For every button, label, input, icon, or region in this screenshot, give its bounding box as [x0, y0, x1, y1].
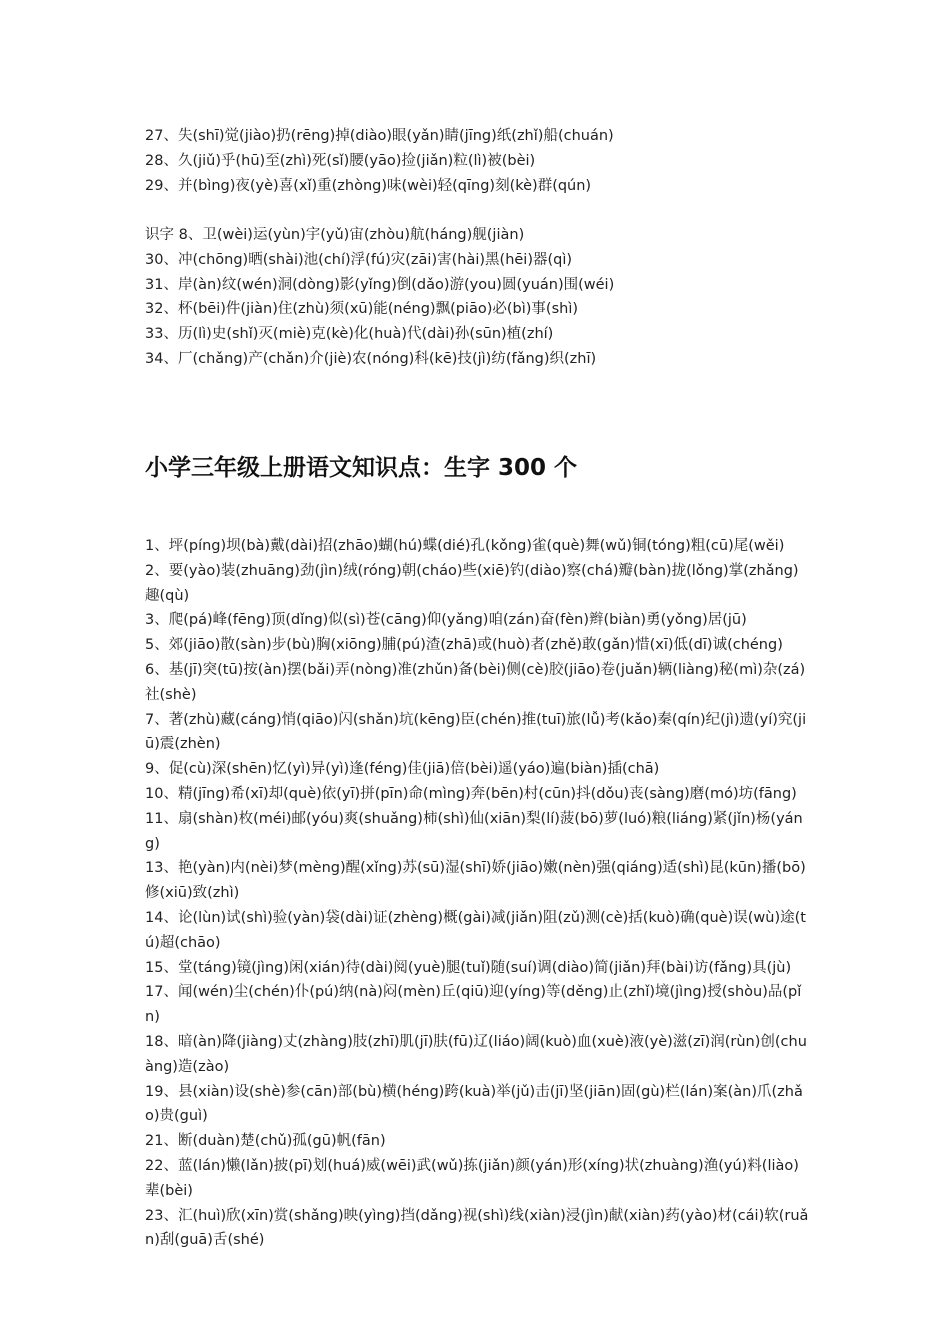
list-item: 17、闻(wén)尘(chén)仆(pú)纳(nà)闷(mèn)丘(qiū)迎(yíng)等(děng)止(zhǐ)境(jìng)授(shòu)品(pǐn)	[145, 984, 802, 1026]
list-item: 14、论(lùn)试(shì)验(yàn)袋(dài)证(zhèng)概(gài)减(jiǎn)阻(zǔ)测(cè)括(kuò)确(què)误(wù)途(tú)超(chāo)	[145, 909, 806, 951]
list-item: 5、郊(jiāo)散(sàn)步(bù)胸(xiōng)脯(pú)渣(zhā)或(huò)者(zhě)敢(gǎn)惜(xī)低(dī)诚(chéng)	[145, 637, 783, 654]
list-item: 2、要(yào)装(zhuāng)劲(jìn)绒(róng)朝(cháo)些(xiē)钓(diào)察(chá)瓣(bàn)拢(lǒng)掌(zhǎng)趣(qù)	[145, 562, 799, 604]
list-item: 33、历(lì)史(shǐ)灭(miè)克(kè)化(huà)代(dài)孙(sūn)植(zhí)	[145, 326, 554, 343]
list-item: 31、岸(àn)纹(wén)洞(dòng)影(yǐng)倒(dǎo)游(you)圆(yuán)围(wéi)	[145, 276, 615, 293]
list-item: 6、基(jī)突(tū)按(àn)摆(bǎi)弄(nòng)准(zhǔn)备(bèi)侧(cè)胶(jiāo)卷(juǎn)辆(liàng)秘(mì)杂(zá)社(shè)	[145, 661, 806, 703]
list-item: 27、失(shī)觉(jiào)扔(rēng)掉(diào)眼(yǎn)睛(jīng)纸(zhǐ)船(chuán)	[145, 128, 614, 144]
list-item: 3、爬(pá)峰(fēng)顶(dǐng)似(sì)苍(cāng)仰(yǎng)咱(zán)奋(fèn)辫(biàn)勇(yǒng)居(jū)	[145, 612, 747, 629]
list-item: 11、扇(shàn)枚(méi)邮(yóu)爽(shuǎng)柿(shì)仙(xiān)梨(lí)菠(bō)萝(luó)粮(liáng)紧(jǐn)杨(yáng)	[145, 810, 803, 852]
list-item: 28、久(jiǔ)乎(hū)至(zhì)死(sǐ)腰(yāo)捡(jiǎn)粒(lì)被(bèi)	[145, 152, 536, 169]
character-list-shizi8	[145, 223, 810, 372]
list-item: 21、断(duàn)楚(chǔ)孤(gū)帆(fān)	[145, 1133, 386, 1150]
list-item: 19、县(xiàn)设(shè)参(cān)部(bù)横(héng)跨(kuà)举(jǔ)击(jī)坚(jiān)固(gù)栏(lán)案(àn)爪(zhǎo)贵(guì)	[145, 1083, 803, 1125]
list-item: 9、促(cù)深(shēn)忆(yì)异(yì)逢(féng)佳(jiā)倍(bèi)遥(yáo)遍(biàn)插(chā)	[145, 761, 660, 778]
list-item: 1、坪(píng)坝(bà)戴(dài)招(zhāo)蝴(hú)蝶(dié)孔(kǒng)雀(què)舞(wǔ)铜(tóng)粗(cū)尾(wěi)	[145, 538, 785, 554]
list-item: 识字 8、卫(wèi)运(yùn)宇(yǔ)宙(zhòu)航(háng)舰(jiàn)	[145, 227, 525, 243]
list-item: 13、艳(yàn)内(nèi)梦(mèng)醒(xǐng)苏(sū)湿(shī)娇(jiāo)嫩(nèn)强(qiáng)适(shì)昆(kūn)播(bō)修(xiū)致(zhì)	[145, 860, 806, 902]
list-item: 29、并(bìng)夜(yè)喜(xǐ)重(zhòng)味(wèi)轻(qīng)刻(kè)群(qún)	[145, 177, 592, 194]
list-item: 18、暗(àn)降(jiàng)丈(zhàng)肢(zhī)肌(jī)肤(fū)辽(liáo)阔(kuò)血(xuè)液(yè)滋(zī)润(rùn)创(chuàng)造(zào)	[145, 1033, 807, 1075]
character-list-top	[145, 124, 810, 198]
character-list-300	[145, 534, 810, 1253]
list-item: 34、厂(chǎng)产(chǎn)介(jiè)农(nóng)科(kē)技(jì)纺(fǎng)织(zhī)	[145, 350, 597, 367]
list-item: 30、冲(chōng)晒(shài)池(chí)浮(fú)灾(zāi)害(hài)黑(hēi)器(qì)	[145, 251, 573, 268]
list-item: 22、蓝(lán)懒(lǎn)披(pī)划(huá)威(wēi)武(wǔ)拣(jiǎn)颜(yán)形(xíng)状(zhuàng)渔(yú)料(liào)辈(bèi)	[145, 1157, 799, 1199]
list-item: 23、汇(huì)欣(xīn)赏(shǎng)映(yìng)挡(dǎng)视(shì)线(xiàn)浸(jìn)献(xiàn)药(yào)材(cái)软(ruǎn)刮(guā)舌(shé)	[145, 1207, 809, 1249]
list-item: 10、精(jīng)希(xī)却(què)依(yī)拼(pīn)命(mìng)奔(bēn)村(cūn)抖(dǒu)丧(sàng)磨(mó)坊(fāng)	[145, 785, 797, 802]
list-item: 32、杯(bēi)件(jiàn)住(zhù)须(xū)能(néng)飘(piāo)必(bì)事(shì)	[145, 301, 579, 318]
section-heading: 小学三年级上册语文知识点：生字 300 个	[145, 455, 578, 481]
list-item: 7、著(zhù)藏(cáng)悄(qiāo)闪(shǎn)坑(kēng)臣(chén)推(tuī)旅(lǚ)考(kǎo)秦(qín)纪(jì)遗(yí)究(jiū)震(zhèn)	[145, 711, 807, 753]
list-item: 15、堂(táng)镜(jìng)闲(xián)待(dài)阅(yuè)腿(tuǐ)随(suí)调(diào)简(jiǎn)拜(bài)访(fǎng)具(jù)	[145, 959, 792, 976]
